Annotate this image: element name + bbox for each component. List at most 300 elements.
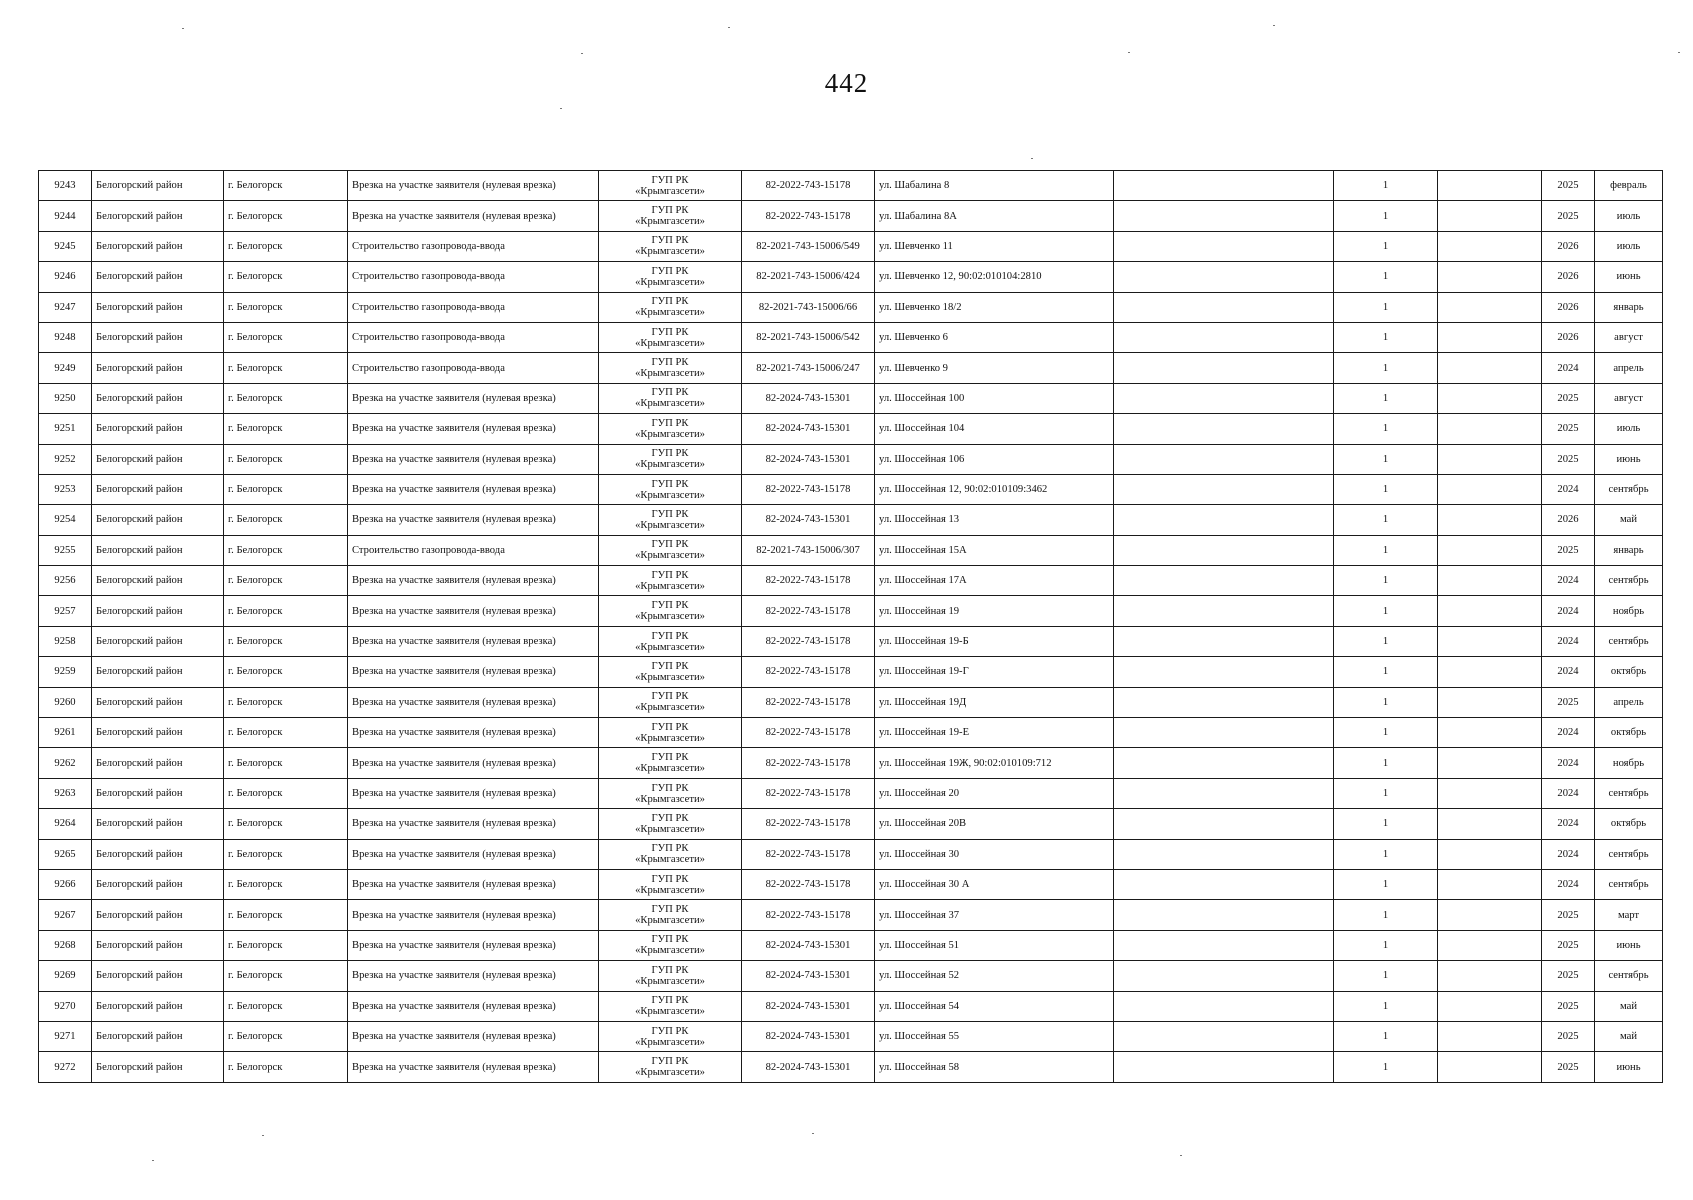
district-cell: Белогорский район — [92, 444, 224, 474]
district-cell: Белогорский район — [92, 383, 224, 413]
district-cell: Белогорский район — [92, 1021, 224, 1051]
organization-name: «Крымгазсети» — [635, 702, 705, 714]
year-cell: 2024 — [1542, 353, 1595, 383]
organization-cell — [599, 1021, 742, 1051]
empty-cell — [1438, 322, 1542, 352]
address-cell: ул. Шоссейная 20 — [875, 778, 1114, 808]
month-cell: июнь — [1595, 1052, 1663, 1082]
work-type-cell: Врезка на участке заявителя (нулевая врезка) — [348, 1052, 599, 1082]
row-number: 9269 — [39, 961, 92, 991]
organization-cell — [599, 1052, 742, 1082]
city-cell: г. Белогорск — [224, 505, 348, 535]
table-row — [39, 474, 1663, 504]
organization-type: ГУП РК — [651, 752, 689, 764]
empty-cell — [1438, 748, 1542, 778]
district-cell: Белогорский район — [92, 626, 224, 656]
work-type-cell: Врезка на участке заявителя (нулевая врезка) — [348, 718, 599, 748]
empty-cell — [1114, 718, 1334, 748]
table-row — [39, 262, 1663, 292]
row-number: 9244 — [39, 201, 92, 231]
organization-name: «Крымгазсети» — [635, 337, 705, 349]
empty-cell — [1438, 353, 1542, 383]
work-type-cell: Строительство газопровода-ввода — [348, 353, 599, 383]
organization-name: «Крымгазсети» — [635, 246, 705, 258]
year-cell: 2024 — [1542, 778, 1595, 808]
district-cell: Белогорский район — [92, 505, 224, 535]
quantity-cell: 1 — [1334, 809, 1438, 839]
address-cell: ул. Шоссейная 100 — [875, 383, 1114, 413]
quantity-cell: 1 — [1334, 748, 1438, 778]
row-number: 9254 — [39, 505, 92, 535]
empty-cell — [1114, 809, 1334, 839]
work-type-cell: Врезка на участке заявителя (нулевая врезка) — [348, 414, 599, 444]
organization-cell — [599, 626, 742, 656]
organization-cell — [599, 231, 742, 261]
month-cell: июнь — [1595, 444, 1663, 474]
quantity-cell: 1 — [1334, 1052, 1438, 1082]
year-cell: 2025 — [1542, 687, 1595, 717]
district-cell: Белогорский район — [92, 991, 224, 1021]
row-number: 9256 — [39, 566, 92, 596]
program-code-cell: 82-2022-743-15178 — [742, 596, 875, 626]
year-cell: 2026 — [1542, 322, 1595, 352]
organization-type: ГУП РК — [651, 1025, 689, 1037]
empty-cell — [1438, 900, 1542, 930]
organization-cell — [599, 748, 742, 778]
organization-name: «Крымгазсети» — [635, 459, 705, 471]
row-number: 9258 — [39, 626, 92, 656]
city-cell: г. Белогорск — [224, 596, 348, 626]
program-code-cell: 82-2024-743-15301 — [742, 930, 875, 960]
organization-type: ГУП РК — [651, 873, 689, 885]
row-number: 9264 — [39, 809, 92, 839]
program-code-cell: 82-2022-743-15178 — [742, 869, 875, 899]
organization-name: «Крымгазсети» — [635, 975, 705, 987]
program-code-cell: 82-2024-743-15301 — [742, 444, 875, 474]
address-cell: ул. Шоссейная 52 — [875, 961, 1114, 991]
organization-name: «Крымгазсети» — [635, 671, 705, 683]
work-type-cell: Строительство газопровода-ввода — [348, 535, 599, 565]
year-cell: 2024 — [1542, 474, 1595, 504]
empty-cell — [1438, 961, 1542, 991]
organization-type: ГУП РК — [651, 691, 689, 703]
work-type-cell: Врезка на участке заявителя (нулевая врезка) — [348, 778, 599, 808]
organization-type: ГУП РК — [651, 782, 689, 794]
empty-cell — [1114, 505, 1334, 535]
row-number: 9255 — [39, 535, 92, 565]
organization-name: «Крымгазсети» — [635, 398, 705, 410]
row-number: 9252 — [39, 444, 92, 474]
work-type-cell: Врезка на участке заявителя (нулевая врезка) — [348, 171, 599, 201]
empty-cell — [1114, 657, 1334, 687]
organization-name: «Крымгазсети» — [635, 945, 705, 957]
organization-type: ГУП РК — [651, 539, 689, 551]
organization-type: ГУП РК — [651, 417, 689, 429]
organization-type: ГУП РК — [651, 934, 689, 946]
empty-cell — [1438, 991, 1542, 1021]
district-cell: Белогорский район — [92, 414, 224, 444]
scan-speck — [1678, 52, 1680, 53]
program-code-cell: 82-2021-743-15006/247 — [742, 353, 875, 383]
empty-cell — [1438, 626, 1542, 656]
work-type-cell: Врезка на участке заявителя (нулевая врезка) — [348, 566, 599, 596]
address-cell: ул. Шевченко 11 — [875, 231, 1114, 261]
row-number: 9271 — [39, 1021, 92, 1051]
program-code-cell: 82-2024-743-15301 — [742, 505, 875, 535]
organization-type: ГУП РК — [651, 630, 689, 642]
month-cell: сентябрь — [1595, 869, 1663, 899]
row-number: 9265 — [39, 839, 92, 869]
month-cell: ноябрь — [1595, 748, 1663, 778]
program-code-cell: 82-2022-743-15178 — [742, 626, 875, 656]
program-code-cell: 82-2022-743-15178 — [742, 171, 875, 201]
organization-type: ГУП РК — [651, 904, 689, 916]
empty-cell — [1114, 535, 1334, 565]
month-cell: июнь — [1595, 262, 1663, 292]
organization-type: ГУП РК — [651, 995, 689, 1007]
month-cell: ноябрь — [1595, 596, 1663, 626]
table-row — [39, 353, 1663, 383]
empty-cell — [1114, 474, 1334, 504]
organization-type: ГУП РК — [651, 721, 689, 733]
organization-cell — [599, 839, 742, 869]
empty-cell — [1114, 778, 1334, 808]
program-code-cell: 82-2022-743-15178 — [742, 778, 875, 808]
empty-cell — [1438, 292, 1542, 322]
city-cell: г. Белогорск — [224, 778, 348, 808]
city-cell: г. Белогорск — [224, 474, 348, 504]
year-cell: 2026 — [1542, 505, 1595, 535]
empty-cell — [1114, 1021, 1334, 1051]
district-cell: Белогорский район — [92, 930, 224, 960]
table-row — [39, 839, 1663, 869]
program-code-cell: 82-2021-743-15006/307 — [742, 535, 875, 565]
year-cell: 2025 — [1542, 414, 1595, 444]
organization-cell — [599, 566, 742, 596]
work-type-cell: Врезка на участке заявителя (нулевая врезка) — [348, 930, 599, 960]
row-number: 9246 — [39, 262, 92, 292]
work-type-cell: Врезка на участке заявителя (нулевая врезка) — [348, 809, 599, 839]
table-row — [39, 930, 1663, 960]
address-cell: ул. Шоссейная 17А — [875, 566, 1114, 596]
empty-cell — [1438, 444, 1542, 474]
address-cell: ул. Шоссейная 19 — [875, 596, 1114, 626]
scan-speck — [262, 1135, 264, 1136]
month-cell: октябрь — [1595, 809, 1663, 839]
row-number: 9266 — [39, 869, 92, 899]
organization-type: ГУП РК — [651, 812, 689, 824]
month-cell: август — [1595, 322, 1663, 352]
work-type-cell: Врезка на участке заявителя (нулевая врезка) — [348, 444, 599, 474]
empty-cell — [1114, 839, 1334, 869]
city-cell: г. Белогорск — [224, 930, 348, 960]
table-row — [39, 171, 1663, 201]
quantity-cell: 1 — [1334, 262, 1438, 292]
city-cell: г. Белогорск — [224, 353, 348, 383]
quantity-cell: 1 — [1334, 201, 1438, 231]
work-type-cell: Строительство газопровода-ввода — [348, 262, 599, 292]
row-number: 9245 — [39, 231, 92, 261]
quantity-cell: 1 — [1334, 869, 1438, 899]
organization-name: «Крымгазсети» — [635, 368, 705, 380]
organization-type: ГУП РК — [651, 235, 689, 247]
organization-name: «Крымгазсети» — [635, 519, 705, 531]
organization-cell — [599, 930, 742, 960]
organization-cell — [599, 383, 742, 413]
work-type-cell: Врезка на участке заявителя (нулевая врезка) — [348, 1021, 599, 1051]
table-row — [39, 991, 1663, 1021]
year-cell: 2025 — [1542, 961, 1595, 991]
district-cell: Белогорский район — [92, 322, 224, 352]
quantity-cell: 1 — [1334, 991, 1438, 1021]
organization-type: ГУП РК — [651, 174, 689, 186]
district-cell: Белогорский район — [92, 231, 224, 261]
organization-cell — [599, 535, 742, 565]
address-cell: ул. Шоссейная 106 — [875, 444, 1114, 474]
month-cell: январь — [1595, 292, 1663, 322]
city-cell: г. Белогорск — [224, 687, 348, 717]
month-cell: август — [1595, 383, 1663, 413]
work-type-cell: Врезка на участке заявителя (нулевая врезка) — [348, 869, 599, 899]
address-cell: ул. Шабалина 8А — [875, 201, 1114, 231]
empty-cell — [1114, 930, 1334, 960]
empty-cell — [1438, 778, 1542, 808]
row-number: 9270 — [39, 991, 92, 1021]
empty-cell — [1438, 383, 1542, 413]
address-cell: ул. Шоссейная 30 — [875, 839, 1114, 869]
quantity-cell: 1 — [1334, 444, 1438, 474]
organization-name: «Крымгазсети» — [635, 216, 705, 228]
month-cell: октябрь — [1595, 718, 1663, 748]
month-cell: март — [1595, 900, 1663, 930]
organization-type: ГУП РК — [651, 843, 689, 855]
year-cell: 2024 — [1542, 869, 1595, 899]
year-cell: 2025 — [1542, 444, 1595, 474]
organization-type: ГУП РК — [651, 600, 689, 612]
organization-name: «Крымгазсети» — [635, 550, 705, 562]
empty-cell — [1438, 869, 1542, 899]
city-cell: г. Белогорск — [224, 961, 348, 991]
table-row — [39, 657, 1663, 687]
organization-name: «Крымгазсети» — [635, 428, 705, 440]
program-code-cell: 82-2022-743-15178 — [742, 474, 875, 504]
organization-type: ГУП РК — [651, 569, 689, 581]
city-cell: г. Белогорск — [224, 991, 348, 1021]
scan-speck — [1128, 52, 1130, 53]
scan-speck — [812, 1133, 814, 1134]
city-cell: г. Белогорск — [224, 171, 348, 201]
year-cell: 2024 — [1542, 657, 1595, 687]
empty-cell — [1438, 171, 1542, 201]
organization-cell — [599, 900, 742, 930]
work-type-cell: Врезка на участке заявителя (нулевая врезка) — [348, 961, 599, 991]
quantity-cell: 1 — [1334, 900, 1438, 930]
work-type-cell: Врезка на участке заявителя (нулевая врезка) — [348, 839, 599, 869]
empty-cell — [1438, 535, 1542, 565]
scan-speck — [1273, 25, 1275, 26]
program-code-cell: 82-2024-743-15301 — [742, 991, 875, 1021]
address-cell: ул. Шоссейная 13 — [875, 505, 1114, 535]
work-type-cell: Врезка на участке заявителя (нулевая врезка) — [348, 201, 599, 231]
organization-type: ГУП РК — [651, 508, 689, 520]
empty-cell — [1438, 657, 1542, 687]
row-number: 9253 — [39, 474, 92, 504]
program-code-cell: 82-2024-743-15301 — [742, 961, 875, 991]
work-type-cell: Врезка на участке заявителя (нулевая врезка) — [348, 748, 599, 778]
work-type-cell: Врезка на участке заявителя (нулевая врезка) — [348, 596, 599, 626]
organization-cell — [599, 505, 742, 535]
year-cell: 2024 — [1542, 596, 1595, 626]
district-cell: Белогорский район — [92, 900, 224, 930]
city-cell: г. Белогорск — [224, 566, 348, 596]
address-cell: ул. Шоссейная 19Д — [875, 687, 1114, 717]
organization-type: ГУП РК — [651, 265, 689, 277]
scan-speck — [728, 27, 730, 28]
organization-cell — [599, 809, 742, 839]
quantity-cell: 1 — [1334, 474, 1438, 504]
district-cell: Белогорский район — [92, 1052, 224, 1082]
district-cell: Белогорский район — [92, 961, 224, 991]
district-cell: Белогорский район — [92, 718, 224, 748]
program-code-cell: 82-2024-743-15301 — [742, 1021, 875, 1051]
quantity-cell: 1 — [1334, 718, 1438, 748]
district-cell: Белогорский район — [92, 474, 224, 504]
city-cell: г. Белогорск — [224, 839, 348, 869]
district-cell: Белогорский район — [92, 687, 224, 717]
district-cell: Белогорский район — [92, 809, 224, 839]
table-row — [39, 444, 1663, 474]
year-cell: 2025 — [1542, 1052, 1595, 1082]
district-cell: Белогорский район — [92, 778, 224, 808]
city-cell: г. Белогорск — [224, 444, 348, 474]
district-cell: Белогорский район — [92, 353, 224, 383]
empty-cell — [1114, 687, 1334, 717]
program-code-cell: 82-2024-743-15301 — [742, 1052, 875, 1082]
organization-cell — [599, 262, 742, 292]
table-row — [39, 809, 1663, 839]
table-row — [39, 687, 1663, 717]
quantity-cell: 1 — [1334, 657, 1438, 687]
empty-cell — [1114, 961, 1334, 991]
empty-cell — [1114, 444, 1334, 474]
quantity-cell: 1 — [1334, 930, 1438, 960]
table-row — [39, 383, 1663, 413]
month-cell: сентябрь — [1595, 839, 1663, 869]
organization-type: ГУП РК — [651, 205, 689, 217]
organization-name: «Крымгазсети» — [635, 732, 705, 744]
table-row — [39, 566, 1663, 596]
scan-speck — [182, 28, 184, 29]
empty-cell — [1438, 687, 1542, 717]
year-cell: 2024 — [1542, 809, 1595, 839]
district-cell: Белогорский район — [92, 171, 224, 201]
quantity-cell: 1 — [1334, 961, 1438, 991]
row-number: 9248 — [39, 322, 92, 352]
row-number: 9272 — [39, 1052, 92, 1082]
year-cell: 2026 — [1542, 231, 1595, 261]
row-number: 9259 — [39, 657, 92, 687]
organization-cell — [599, 414, 742, 444]
row-number: 9260 — [39, 687, 92, 717]
work-type-cell: Врезка на участке заявителя (нулевая врезка) — [348, 991, 599, 1021]
organization-name: «Крымгазсети» — [635, 793, 705, 805]
year-cell: 2025 — [1542, 991, 1595, 1021]
year-cell: 2025 — [1542, 900, 1595, 930]
district-cell: Белогорский район — [92, 596, 224, 626]
organization-cell — [599, 353, 742, 383]
city-cell: г. Белогорск — [224, 383, 348, 413]
address-cell: ул. Шевченко 9 — [875, 353, 1114, 383]
year-cell: 2026 — [1542, 262, 1595, 292]
city-cell: г. Белогорск — [224, 1021, 348, 1051]
empty-cell — [1438, 718, 1542, 748]
organization-cell — [599, 718, 742, 748]
program-code-cell: 82-2021-743-15006/542 — [742, 322, 875, 352]
quantity-cell: 1 — [1334, 353, 1438, 383]
organization-cell — [599, 869, 742, 899]
empty-cell — [1438, 474, 1542, 504]
row-number: 9250 — [39, 383, 92, 413]
district-cell: Белогорский район — [92, 535, 224, 565]
empty-cell — [1438, 262, 1542, 292]
quantity-cell: 1 — [1334, 292, 1438, 322]
organization-name: «Крымгазсети» — [635, 307, 705, 319]
scan-speck — [581, 53, 583, 54]
organization-name: «Крымгазсети» — [635, 823, 705, 835]
empty-cell — [1438, 930, 1542, 960]
program-code-cell: 82-2022-743-15178 — [742, 809, 875, 839]
gas-connection-registry-table — [38, 170, 1663, 1083]
organization-name: «Крымгазсети» — [635, 1006, 705, 1018]
district-cell: Белогорский район — [92, 748, 224, 778]
table-row — [39, 414, 1663, 444]
district-cell: Белогорский район — [92, 869, 224, 899]
organization-name: «Крымгазсети» — [635, 763, 705, 775]
empty-cell — [1438, 505, 1542, 535]
city-cell: г. Белогорск — [224, 748, 348, 778]
organization-cell — [599, 657, 742, 687]
organization-name: «Крымгазсети» — [635, 884, 705, 896]
organization-cell — [599, 292, 742, 322]
organization-cell — [599, 991, 742, 1021]
month-cell: январь — [1595, 535, 1663, 565]
work-type-cell: Врезка на участке заявителя (нулевая врезка) — [348, 657, 599, 687]
row-number: 9243 — [39, 171, 92, 201]
work-type-cell: Строительство газопровода-ввода — [348, 292, 599, 322]
address-cell: ул. Шевченко 12, 90:02:010104:2810 — [875, 262, 1114, 292]
organization-name: «Крымгазсети» — [635, 915, 705, 927]
month-cell: июнь — [1595, 930, 1663, 960]
month-cell: сентябрь — [1595, 566, 1663, 596]
city-cell: г. Белогорск — [224, 869, 348, 899]
table-row — [39, 322, 1663, 352]
table-row — [39, 231, 1663, 261]
empty-cell — [1114, 383, 1334, 413]
organization-name: «Крымгазсети» — [635, 854, 705, 866]
empty-cell — [1114, 1052, 1334, 1082]
table-row — [39, 201, 1663, 231]
row-number: 9249 — [39, 353, 92, 383]
work-type-cell: Строительство газопровода-ввода — [348, 231, 599, 261]
organization-type: ГУП РК — [651, 387, 689, 399]
year-cell: 2024 — [1542, 718, 1595, 748]
quantity-cell: 1 — [1334, 1021, 1438, 1051]
empty-cell — [1438, 201, 1542, 231]
month-cell: июль — [1595, 414, 1663, 444]
scan-speck — [560, 108, 562, 109]
program-code-cell: 82-2022-743-15178 — [742, 201, 875, 231]
table-row — [39, 1021, 1663, 1051]
